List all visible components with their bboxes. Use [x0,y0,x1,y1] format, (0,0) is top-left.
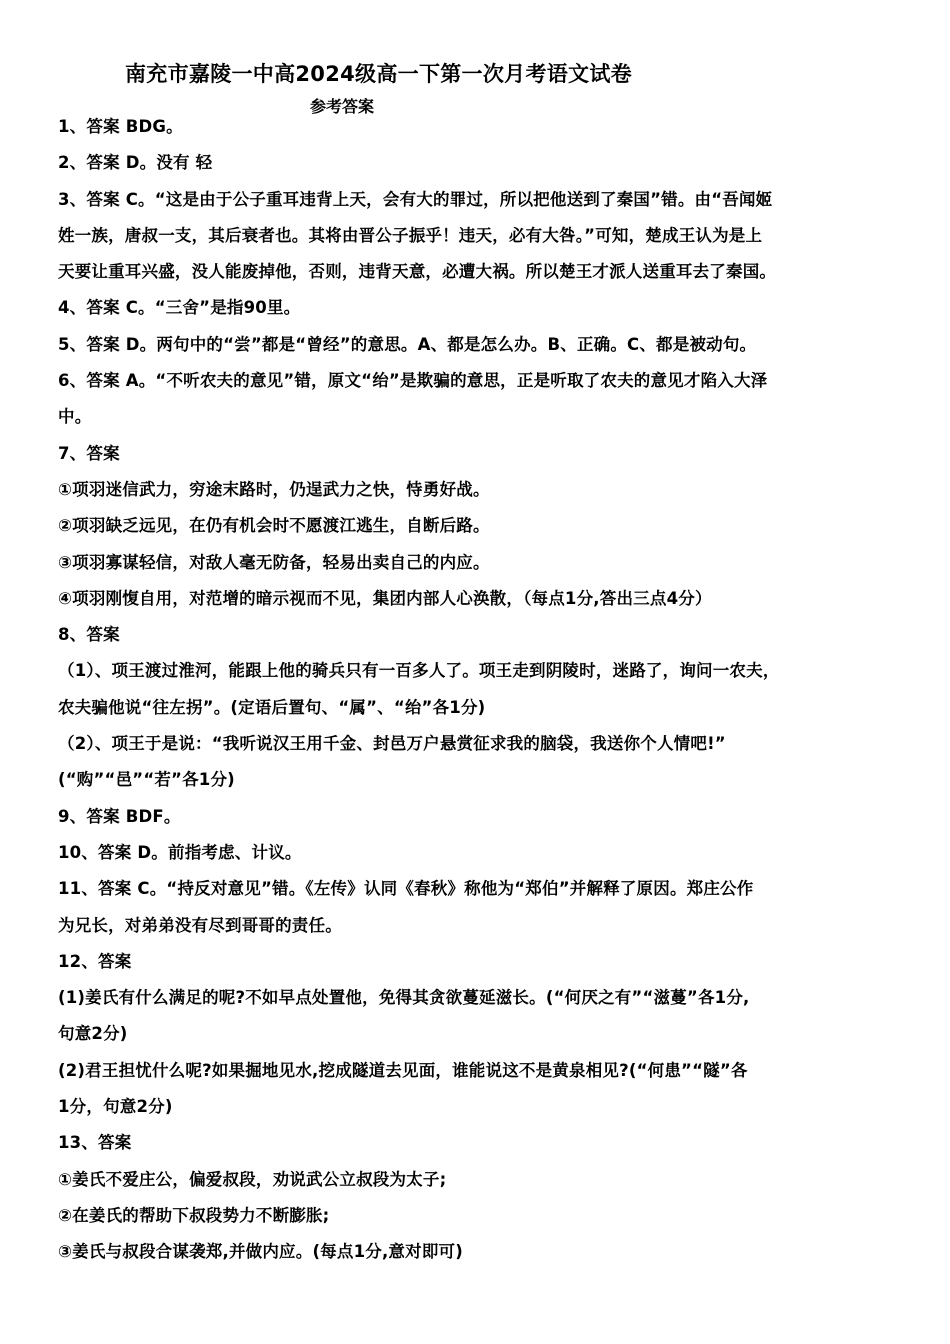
answer-line: ③项羽寡谋轻信，对敌人毫无防备，轻易出卖自己的内应。 [58,552,490,572]
answer-line: 为兄长，对弟弟没有尽到哥哥的责任。 [58,915,342,935]
answer-line: 6、答案 A。“不听农夫的意见”错，原文“绐”是欺骗的意思，正是听取了农夫的意见才陷入大泽 [58,371,768,391]
answer-line: ②在姜氏的帮助下叔段势力不断膨胀; [58,1205,330,1225]
answer-line: 天要让重耳兴盛，没人能废掉他，否则，违背天意，必遭大祸。所以楚王才派人送重耳去了秦国。 [58,262,777,282]
answer-line: (1)姜氏有什么满足的呢?不如早点处置他，免得其贪欲蔓延滋长。(“何厌之有”“滋蔓”各1分, [58,988,750,1008]
answer-line: 13、答案 [58,1133,132,1153]
document-title: 南充市嘉陵一中高2024级高一下第一次月考语文试卷 [125,62,632,86]
answer-line: 5、答案 D。两句中的“尝”都是“曾经”的意思。A、都是怎么办。B、正确。C、都是被动句。 [58,334,757,354]
answer-line: 农夫骗他说“往左拐”。(定语后置句、“属”、“绐”各1分) [58,697,486,717]
answer-line: 12、答案 [58,951,132,971]
answer-line: （2）、项王于是说：“我听说汉王用千金、封邑万户悬赏征求我的脑袋，我送你个人情吧!” [58,734,726,754]
answer-line: 3、答案 C。“这是由于公子重耳违背上天，会有大的罪过，所以把他送到了秦国”错。由“吾闻姬 [58,189,773,209]
answer-line: ②项羽缺乏远见，在仍有机会时不愿渡江逃生，自断后路。 [58,516,490,536]
answer-line: ①项羽迷信武力，穷途末路时，仍逞武力之快，恃勇好战。 [58,479,490,499]
answer-line: ③姜氏与叔段合谋袭郑,并做内应。(每点1分,意对即可) [58,1242,463,1262]
answer-line: (2)君王担忧什么呢?如果掘地见水,挖成隧道去见面，谁能说这不是黄泉相见?(“何患”“隧”各 [58,1060,748,1080]
answer-line: 句意2分) [58,1024,128,1044]
answer-line: 1、答案 BDG。 [58,117,183,136]
document-subtitle: 参考答案 [310,97,375,116]
answer-line: 8、答案 [58,625,120,645]
answer-line: ①姜氏不爱庄公，偏爱叔段，劝说武公立叔段为太子; [58,1169,447,1189]
answer-line: 9、答案 BDF。 [58,806,181,826]
answer-line: 4、答案 C。“三舍”是指90里。 [58,298,301,318]
answer-line: 2、答案 D。没有 轻 [58,153,213,173]
answer-line: 中。 [58,407,92,427]
answer-line: ④项羽刚愎自用，对范增的暗示视而不见，集团内部人心涣散，（每点1分,答出三点4分） [58,588,712,608]
answer-line: 1分，句意2分) [58,1097,173,1117]
answer-line: (“购”“邑”“若”各1分) [58,770,235,790]
answer-line: 11、答案 C。“持反对意见”错。《左传》认同《春秋》称他为“郑伯”并解释了原因。郑庄公作 [58,879,754,899]
answer-line: 10、答案 D。前指考虑、计议。 [58,842,302,862]
answer-line: 姓一族，唐叔一支，其后衰者也。其将由晋公子振乎！违天，必有大咎。”可知，楚成王认为是上 [58,225,763,245]
answer-body [58,114,898,1276]
answer-line: （1）、项王渡过淮河，能跟上他的骑兵只有一百多人了。项王走到阴陵时，迷路了，询问一农夫， [58,661,780,681]
answer-line: 7、答案 [58,443,120,463]
